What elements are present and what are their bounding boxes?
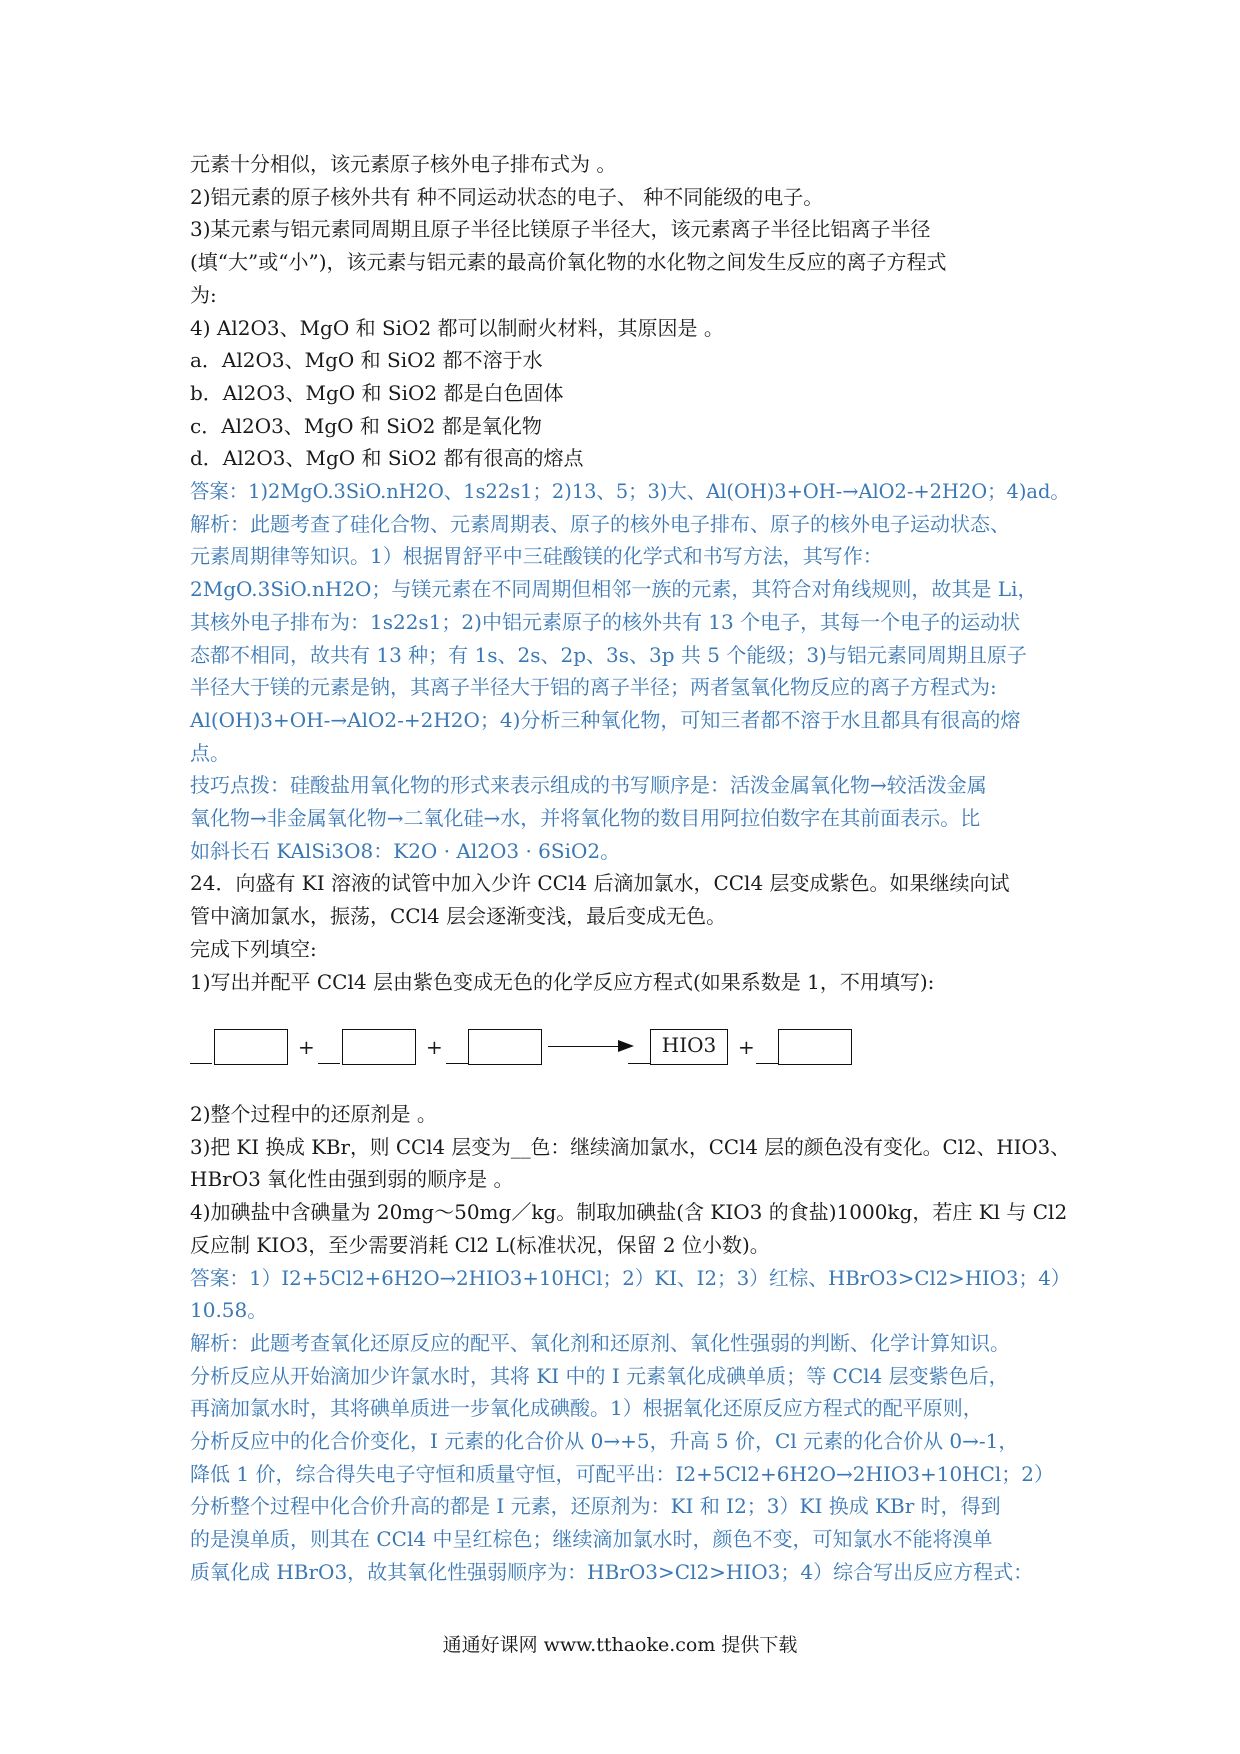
question-line: 3)把 KI 换成 KBr，则 CCl4 层变为__色：继续滴加氯水，CCl4 层的颜色没有变化。Cl2、HIO3、 [190,1134,1071,1159]
coefficient-blank [628,1063,650,1064]
coefficient-blank [756,1063,778,1064]
question-line: 为: [190,282,217,307]
question-line: 24．向盛有 KI 溶液的试管中加入少许 CCl4 后滴加氯水，CCl4 层变成紫色。如果继续向试 [190,871,1010,896]
answer-line: 质氧化成 HBrO3，故其氧化性强弱顺序为：HBrO3>Cl2>HIO3；4）综合写出反应方程式： [190,1559,1034,1584]
answer-line: 其核外电子排布为：1s22s1；2)中铝元素原子的核外共有 13 个电子，其每一个电子的运动状 [190,609,1021,634]
answer-line: 半径大于镁的元素是钠，其离子半径大于铝的离子半径；两者氢氧化物反应的离子方程式为: [190,675,997,700]
answer-line: 10.58。 [190,1298,268,1323]
answer-line: 分析反应中的化合价变化，I 元素的化合价从 0→+5，升高 5 价，Cl 元素的化合价从 0→-1， [190,1429,1019,1453]
question-line: 元素十分相似，该元素原子核外电子排布式为 。 [190,152,617,176]
reactant-box [214,1029,288,1065]
question-line: b．Al2O3、MgO 和 SiO2 都是白色固体 [190,380,564,405]
question-line: 2)整个过程中的还原剂是 。 [190,1102,437,1126]
question-line: d．Al2O3、MgO 和 SiO2 都有很高的熔点 [190,446,584,471]
reactant-box [468,1029,542,1065]
reaction-arrow [548,1046,620,1047]
answer-line: 技巧点拨：硅酸盐用氧化物的形式来表示组成的书写顺序是：活泼金属氧化物→较活泼金属 [190,773,987,798]
answer-line: 答案：1）I2+5Cl2+6H2O→2HIO3+10HCl；2）KI、I2；3）红棕、HBrO3>Cl2>HIO3；4） [190,1265,1071,1290]
answer-line: 的是溴单质，则其在 CCl4 中呈红棕色；继续滴加氯水时，颜色不变，可知氯水不能将溴单 [190,1527,993,1552]
plus-sign: + [426,1035,443,1059]
question-line: c．Al2O3、MgO 和 SiO2 都是氧化物 [190,413,542,438]
question-line: (填“大”或“小”)，该元素与铝元素的最高价氧化物的水化物之间发生反应的离子方程式 [190,250,947,275]
answer-line: 答案：1)2MgO.3SiO.nH2O、1s22s1；2)13、5；3)大、Al(OH)3+OH-→AlO2-+2H2O；4)ad。 [190,479,1070,503]
answer-line: Al(OH)3+OH-→AlO2-+2H2O；4)分析三种氧化物，可知三者都不溶于水且都具有很高的熔 [190,707,1021,732]
answer-line: 分析反应从开始滴加少许氯水时，其将 KI 中的 I 元素氧化成碘单质；等 CCl4 层变紫色后， [190,1363,1009,1388]
answer-line: 降低 1 价，综合得失电子守恒和质量守恒，可配平出：I2+5Cl2+6H2O→2HIO3+10HCl；2） [190,1461,1055,1486]
coefficient-blank [190,1063,212,1064]
equation-template [190,1015,1070,1075]
answer-line: 解析：此题考查氧化还原反应的配平、氧化剂和还原剂、氧化性强弱的判断、化学计算知识。 [190,1330,1010,1355]
question-line: 反应制 KIO3，至少需要消耗 Cl2 L(标准状况，保留 2 位小数)。 [190,1232,770,1257]
arrowhead-icon [618,1040,634,1052]
coefficient-blank [446,1063,468,1064]
question-line: 管中滴加氯水，振荡，CCl4 层会逐渐变浅，最后变成无色。 [190,904,727,929]
product-box [778,1029,852,1065]
answer-line: 元素周期律等知识。1）根据胃舒平中三硅酸镁的化学式和书写方法，其写作： [190,544,883,569]
plus-sign: + [738,1035,755,1059]
product-label: HIO3 [661,1033,717,1057]
reactant-box [342,1029,416,1065]
coefficient-blank [318,1063,340,1064]
question-line: 4) Al2O3、MgO 和 SiO2 都可以制耐火材料，其原因是 。 [190,315,724,340]
answer-line: 氧化物→非金属氧化物→二氧化硅→水，并将氧化物的数目用阿拉伯数字在其前面表示。比 [190,806,981,830]
question-line: 3)某元素与铝元素同周期且原子半径比镁原子半径大，该元素离子半径比铝离子半径 [190,217,931,242]
answer-line: 再滴加氯水时，其将碘单质进一步氧化成碘酸。1）根据氧化还原反应方程式的配平原则， [190,1396,983,1421]
question-line: 完成下列填空: [190,936,317,961]
footer: 通通好课网 www.tthaoke.com 提供下载 [442,1634,798,1656]
question-line: HBrO3 氧化性由强到弱的顺序是 。 [190,1167,514,1192]
answer-line: 分析整个过程中化合价升高的都是 I 元素，还原剂为：KI 和 I2；3）KI 换成 KBr 时，得到 [190,1494,1001,1519]
question-line: 2)铝元素的原子核外共有 种不同运动状态的电子、 种不同能级的电子。 [190,184,824,209]
answer-line: 解析：此题考查了硅化合物、元素周期表、原子的核外电子排布、原子的核外电子运动状态、 [190,511,1010,536]
product-box-hio3 [650,1029,728,1065]
answer-line: 点。 [190,740,230,765]
plus-sign: + [298,1035,315,1059]
answer-line: 如斜长石 KAlSi3O8：K2O · Al2O3 · 6SiO2。 [190,838,621,863]
question-line: a．Al2O3、MgO 和 SiO2 都不溶于水 [190,348,543,373]
answer-line: 2MgO.3SiO.nH2O；与镁元素在不同周期但相邻一族的元素，其符合对角线规则，故其是 Li， [190,577,1038,602]
answer-line: 态都不相同，故共有 13 种；有 1s、2s、2p、3s、3p 共 5 个能级；3)与铝元素同周期且原子 [190,642,1027,667]
question-line: 4)加碘盐中含碘量为 20mg～50mg／kg。制取加碘盐(含 KIO3 的食盐)1000kg，若庄 Kl 与 Cl2 [190,1200,1068,1225]
question-line: 1)写出并配平 CCl4 层由紫色变成无色的化学反应方程式(如果系数是 1，不用填写): [190,969,935,994]
